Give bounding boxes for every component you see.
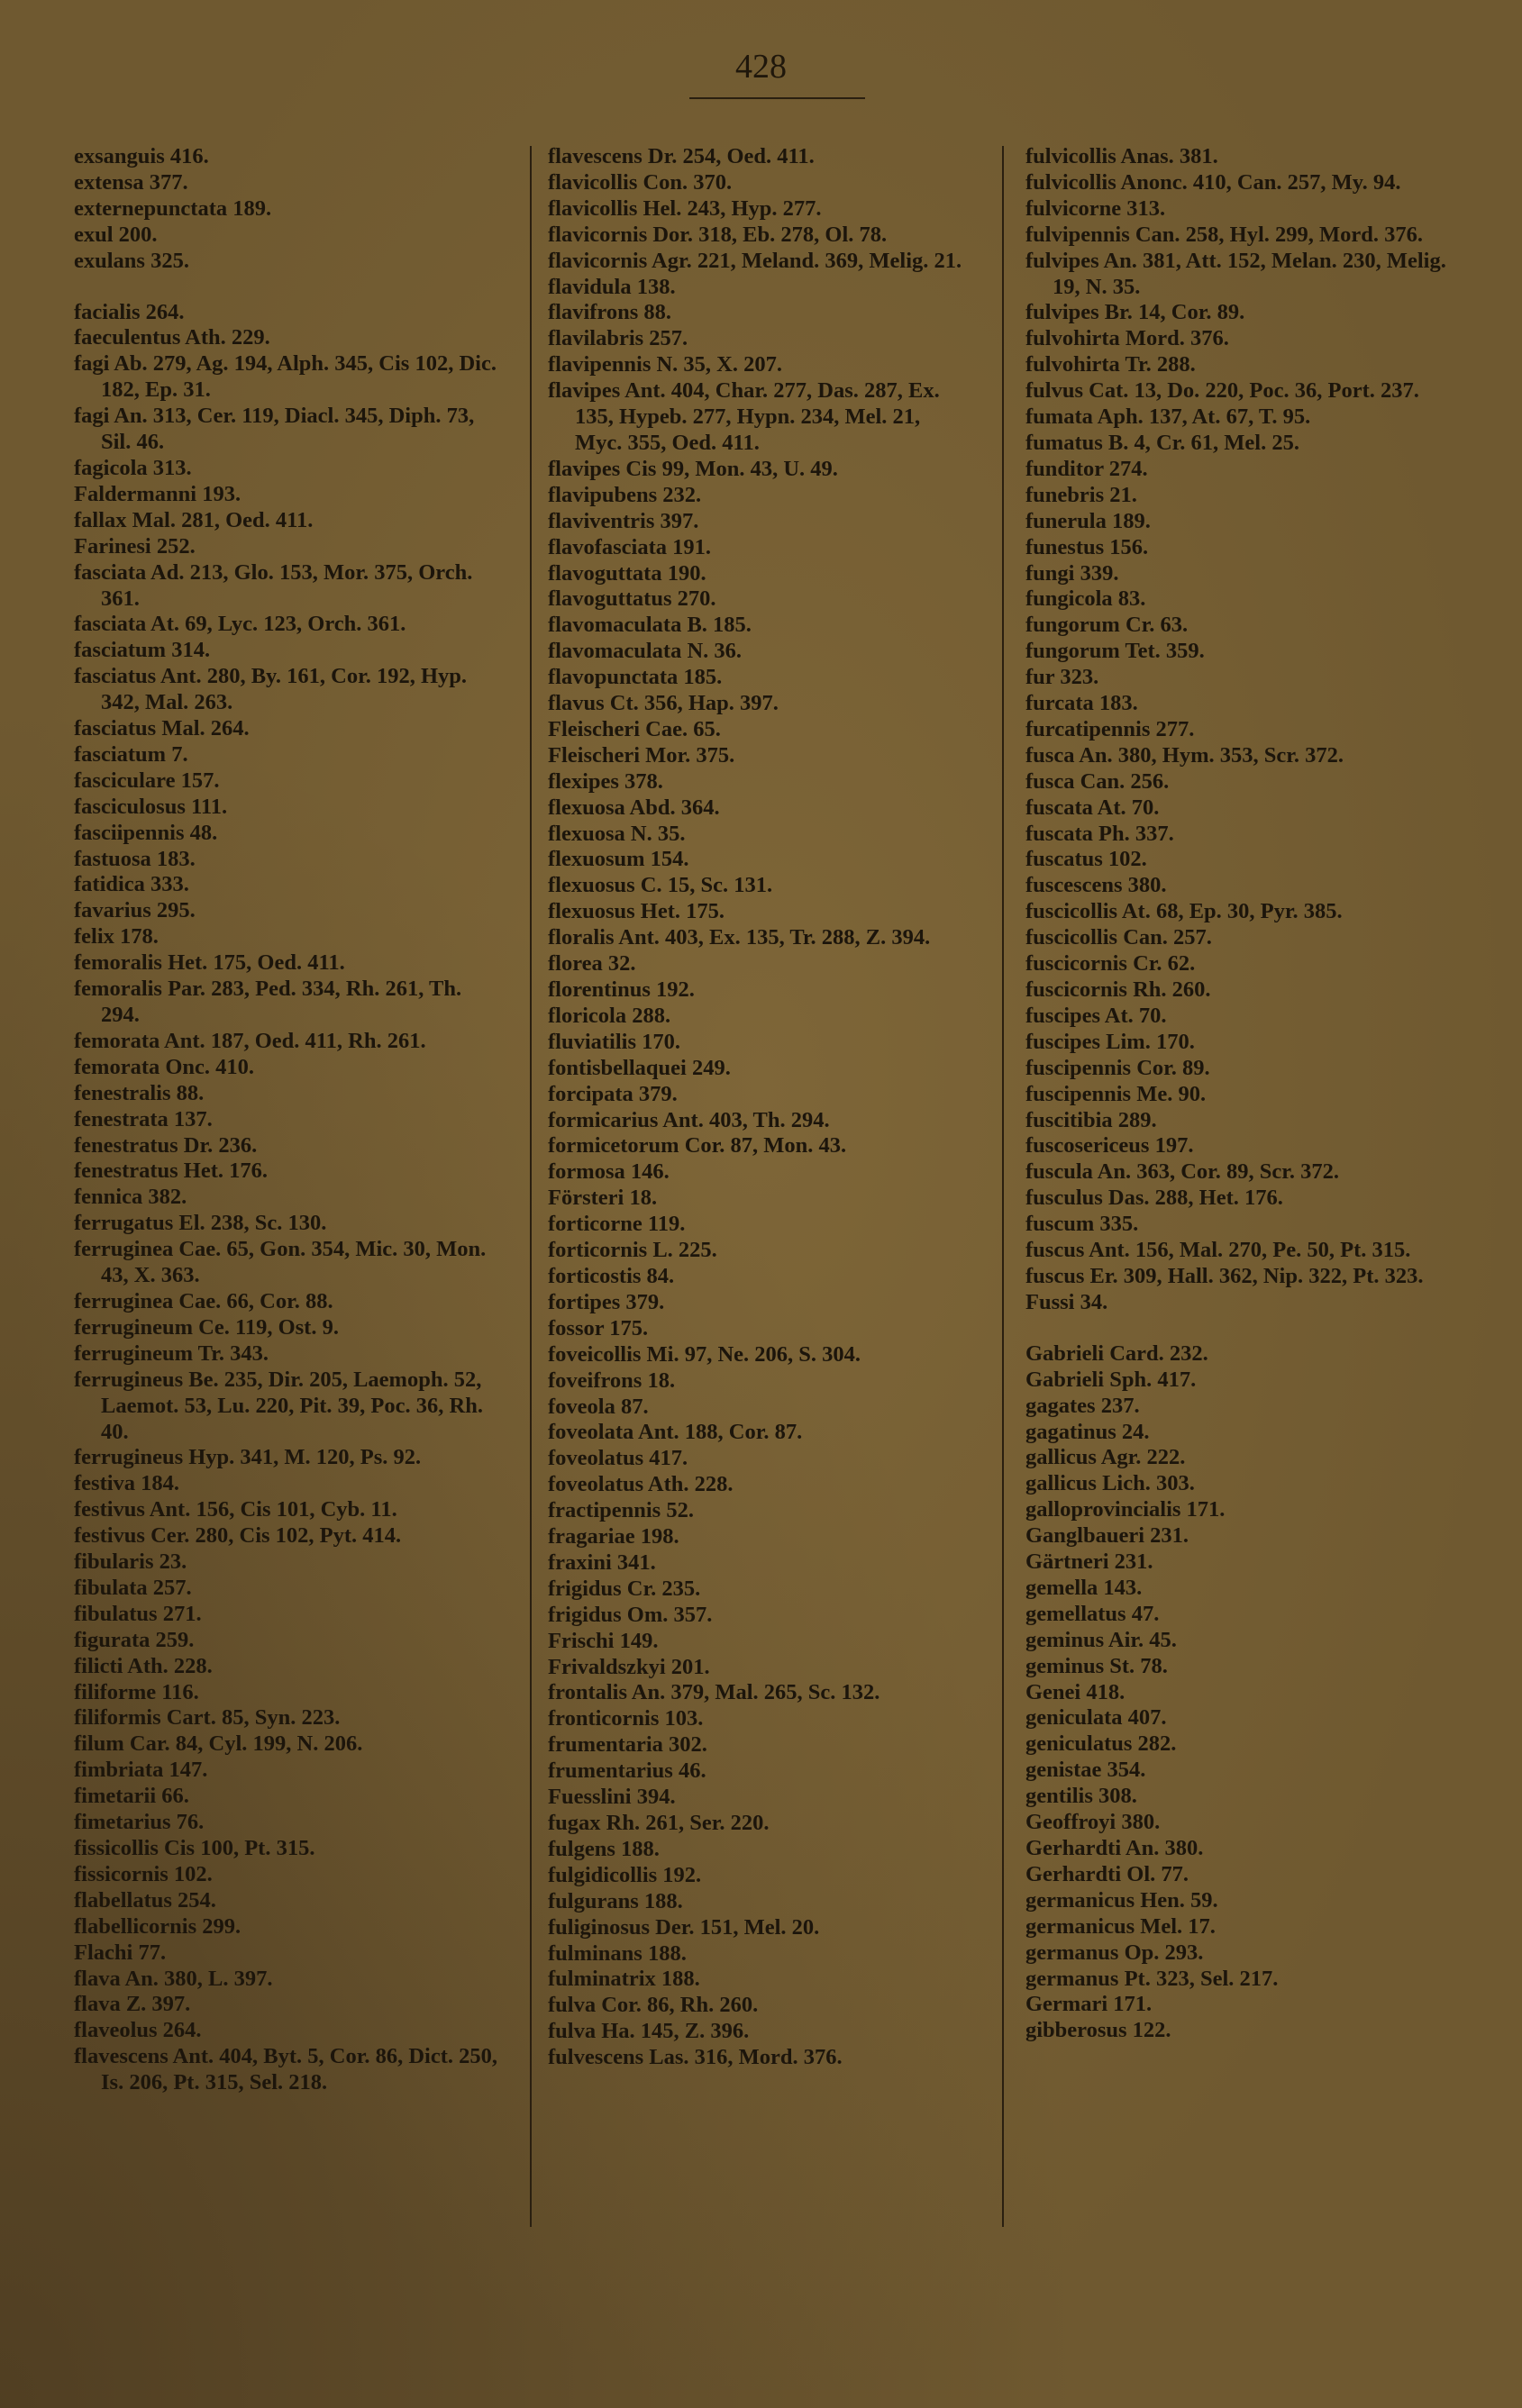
index-entry: flexuosum 154. <box>548 847 689 872</box>
index-entry: forticornis L. 225. <box>548 1238 717 1263</box>
index-entry: florea 32. <box>548 951 636 977</box>
index-entry: filiforme 116. <box>74 1679 199 1704</box>
index-entry: flavipes Ant. 404, Char. 277, Das. 287, Ex. 135, Hypeb. 277, Hypn. 234, Mel. 21, Myc. 355, Oed. 411. <box>548 378 940 455</box>
index-entry: fuscatus 102. <box>1025 847 1147 872</box>
index-entry: geminus Air. 45. <box>1025 1627 1177 1652</box>
index-entry: fugax Rh. 261, Ser. 220. <box>548 1811 770 1835</box>
index-entry: fasciatus Ant. 280, By. 161, Cor. 192, Hyp. 342, Mal. 263. <box>74 664 468 715</box>
index-entry: furcata 183. <box>1025 691 1138 716</box>
index-entry: ferrugineum Tr. 343. <box>74 1340 269 1366</box>
index-entry: ferrugineum Ce. 119, Ost. 9. <box>74 1314 339 1340</box>
index-entry: foveolatus 417. <box>548 1446 688 1471</box>
index-entry: fontisbellaquei 249. <box>548 1055 731 1080</box>
index-entry: foveola 87. <box>548 1394 649 1419</box>
index-entry: flavoguttatus 270. <box>548 586 716 612</box>
index-entry: fulvicorne 313. <box>1025 195 1166 221</box>
index-entry: fulgidicollis 192. <box>548 1862 702 1887</box>
index-entry: fraxini 341. <box>548 1549 656 1575</box>
index-entry: frigidus Om. 357. <box>548 1602 713 1627</box>
index-entry: festiva 184. <box>74 1471 180 1496</box>
index-entry: Fleischeri Cae. 65. <box>548 716 721 741</box>
index-entry: fumata Aph. 137, At. 67, T. 95. <box>1025 404 1311 430</box>
index-entry: Farinesi 252. <box>74 533 196 559</box>
index-entry: fuscata At. 70. <box>1025 795 1160 820</box>
index-entry: fenestrata 137. <box>74 1106 213 1131</box>
index-entry: germanus Pt. 323, Sel. 217. <box>1025 1966 1279 1991</box>
index-entry: flaviventris 397. <box>548 508 699 533</box>
index-entry: fuscosericeus 197. <box>1025 1133 1194 1159</box>
index-entry: exulans 325. <box>74 248 189 273</box>
index-entry: flavopunctata 185. <box>548 665 723 690</box>
index-entry: fulvescens Las. 316, Mord. 376. <box>548 2045 843 2070</box>
index-entry: ferrugatus El. 238, Sc. 130. <box>74 1211 327 1236</box>
index-entry: fibularis 23. <box>74 1549 187 1575</box>
index-entry: fuscus Er. 309, Hall. 362, Nip. 322, Pt. 323. <box>1025 1263 1424 1288</box>
index-entry: Gärtneri 231. <box>1025 1549 1153 1575</box>
index-entry: gemella 143. <box>1025 1575 1143 1600</box>
index-entry: gibberosus 122. <box>1025 2018 1171 2043</box>
index-entry: fulvipes An. 381, Att. 152, Melan. 230, Melig. 19, N. 35. <box>1025 248 1446 299</box>
index-entry: flava An. 380, L. 397. <box>74 1966 273 1991</box>
index-entry: fulminatrix 188. <box>548 1967 700 1992</box>
index-entry: geminus St. 78. <box>1025 1653 1168 1678</box>
index-entry: fungicola 83. <box>1025 586 1146 612</box>
index-entry: Faldermanni 193. <box>74 481 242 506</box>
index-entry: filicti Ath. 228. <box>74 1653 213 1678</box>
index-entry: fagi An. 313, Cer. 119, Diacl. 345, Diph. 73, Sil. 46. <box>74 404 475 455</box>
index-entry: flavidula 138. <box>548 274 676 299</box>
index-entry: floricola 288. <box>548 1003 671 1028</box>
index-entry: flavescens Ant. 404, Byt. 5, Cor. 86, Dict. 250, Is. 206, Pt. 315, Sel. 218. <box>74 2044 498 2095</box>
index-entry: Frischi 149. <box>548 1628 659 1653</box>
index-entry: fimetarii 66. <box>74 1784 189 1809</box>
index-entry: fatidica 333. <box>74 872 189 897</box>
index-entry: foveolatus Ath. 228. <box>548 1472 734 1497</box>
index-entry: flavomaculata B. 185. <box>548 613 752 638</box>
index-entry: foveicollis Mi. 97, Ne. 206, S. 304. <box>548 1341 861 1367</box>
index-entry: fenestratus Dr. 236. <box>74 1132 258 1158</box>
index-entry: fulvohirta Mord. 376. <box>1025 326 1229 351</box>
index-entry: geniculatus 282. <box>1025 1731 1177 1757</box>
index-entry: Försteri 18. <box>548 1186 658 1211</box>
index-entry: extensa 377. <box>74 169 188 195</box>
index-entry: fimetarius 76. <box>74 1810 205 1835</box>
index-entry: flexuosus C. 15, Sc. 131. <box>548 873 773 898</box>
index-entry: fuscicollis Can. 257. <box>1025 925 1212 950</box>
index-entry: ferrugineus Hyp. 341, M. 120, Ps. 92. <box>74 1445 422 1470</box>
index-entry: fasciata Ad. 213, Glo. 153, Mor. 375, Orch. 361. <box>74 559 473 611</box>
index-entry: fuscipes Lim. 170. <box>1025 1029 1195 1054</box>
index-entry: fuscipennis Me. 90. <box>1025 1081 1207 1106</box>
index-entry: fuscescens 380. <box>1025 873 1167 898</box>
index-entry: fuliginosus Der. 151, Mel. 20. <box>548 1914 820 1940</box>
index-entry: fungorum Cr. 63. <box>1025 613 1189 638</box>
index-entry: gallicus Agr. 222. <box>1025 1445 1186 1470</box>
index-entry: gagates 237. <box>1025 1393 1140 1418</box>
index-entry: fuscicollis At. 68, Ep. 30, Pyr. 385. <box>1025 899 1343 924</box>
index-entry: fumatus B. 4, Cr. 61, Mel. 25. <box>1025 430 1299 455</box>
section-gap <box>74 275 497 300</box>
index-entry: germanus Op. 293. <box>1025 1940 1204 1965</box>
index-entry: flaveolus 264. <box>74 2018 202 2043</box>
index-entry: fragariae 198. <box>548 1524 679 1549</box>
index-entry: frontalis An. 379, Mal. 265, Sc. 132. <box>548 1680 880 1705</box>
index-entry: foveifrons 18. <box>548 1368 676 1393</box>
index-entry: frigidus Cr. 235. <box>548 1576 701 1601</box>
index-entry: genistae 354. <box>1025 1758 1146 1783</box>
index-entry: fenestratus Het. 176. <box>74 1159 269 1184</box>
index-entry: formosa 146. <box>548 1159 670 1185</box>
index-entry: fulminans 188. <box>548 1940 687 1966</box>
index-entry: fulvipennis Can. 258, Hyl. 299, Mord. 376. <box>1025 222 1424 247</box>
index-entry: exsanguis 416. <box>74 144 209 168</box>
index-entry: fractipennis 52. <box>548 1498 694 1523</box>
index-entry: filiformis Cart. 85, Syn. 223. <box>74 1705 341 1731</box>
index-entry: gallicus Lich. 303. <box>1025 1471 1195 1496</box>
index-entry: Fleischeri Mor. 375. <box>548 742 735 768</box>
index-entry: frumentaria 302. <box>548 1732 707 1758</box>
index-entry: gentilis 308. <box>1025 1784 1137 1809</box>
index-entry: fossor 175. <box>548 1315 649 1340</box>
index-column-2 <box>548 144 971 2071</box>
index-entry: flavicornis Agr. 221, Meland. 369, Melig. 21. <box>548 248 962 273</box>
index-entry: germanicus Mel. 17. <box>1025 1913 1216 1939</box>
index-column-1 <box>74 144 497 2096</box>
index-entry: femorata Onc. 410. <box>74 1054 255 1079</box>
index-entry: flexuosa Abd. 364. <box>548 795 720 820</box>
index-entry: fuscus Ant. 156, Mal. 270, Pe. 50, Pt. 315. <box>1025 1238 1411 1263</box>
index-entry: flavipennis N. 35, X. 207. <box>548 352 783 377</box>
index-entry: flavilabris 257. <box>548 326 688 351</box>
index-entry: femorata Ant. 187, Oed. 411, Rh. 261. <box>74 1028 426 1053</box>
index-entry: forticorne 119. <box>548 1212 686 1237</box>
column-divider-1 <box>530 146 532 2227</box>
index-entry: fasciculare 157. <box>74 768 220 793</box>
index-entry: Ganglbaueri 231. <box>1025 1523 1189 1549</box>
index-entry: foveolata Ant. 188, Cor. 87. <box>548 1420 803 1445</box>
index-entry: fusca An. 380, Hym. 353, Scr. 372. <box>1025 742 1344 768</box>
index-entry: facialis 264. <box>74 299 185 324</box>
index-entry: fuscicornis Rh. 260. <box>1025 977 1211 1002</box>
index-entry: flavus Ct. 356, Hap. 397. <box>548 691 779 716</box>
index-entry: Fussi 34. <box>1025 1289 1108 1314</box>
section-gap <box>1025 1316 1449 1341</box>
index-entry: flavomaculata N. 36. <box>548 639 743 664</box>
index-entry: Frivaldszkyi 201. <box>548 1654 710 1679</box>
index-entry: fulvicollis Anonc. 410, Can. 257, My. 94. <box>1025 169 1401 195</box>
index-entry: Gerhardti Ol. 77. <box>1025 1861 1189 1886</box>
index-entry: femoralis Par. 283, Ped. 334, Rh. 261, Th. 294. <box>74 977 462 1027</box>
index-entry: fasciculosus 111. <box>74 794 228 819</box>
index-entry: fuscum 335. <box>1025 1212 1139 1237</box>
index-entry: formicarius Ant. 403, Th. 294. <box>548 1107 830 1132</box>
index-entry: fastuosa 183. <box>74 846 196 871</box>
index-entry: fibulata 257. <box>74 1575 192 1600</box>
index-entry: festivus Ant. 156, Cis 101, Cyb. 11. <box>74 1497 397 1522</box>
index-entry: fusca Can. 256. <box>1025 768 1170 794</box>
index-entry: frumentarius 46. <box>548 1758 706 1784</box>
index-entry: fasciipennis 48. <box>74 820 218 845</box>
index-entry: fuscitibia 289. <box>1025 1107 1157 1132</box>
index-entry: fluviatilis 170. <box>548 1029 681 1054</box>
column-divider-2 <box>1002 146 1004 2227</box>
index-entry: fasciatum 314. <box>74 638 211 663</box>
index-entry: flexuosa N. 35. <box>548 821 686 846</box>
index-entry: fulgens 188. <box>548 1836 660 1861</box>
index-entry: fimbriata 147. <box>74 1758 208 1783</box>
index-entry: Flachi 77. <box>74 1940 167 1965</box>
index-entry: flavescens Dr. 254, Oed. 411. <box>548 144 815 168</box>
index-entry: gagatinus 24. <box>1025 1419 1150 1444</box>
index-entry: Germari 171. <box>1025 1992 1153 2017</box>
index-entry: flavifrons 88. <box>548 300 672 325</box>
index-entry: fasciatus Mal. 264. <box>74 716 250 741</box>
index-entry: flava Z. 397. <box>74 1992 191 2017</box>
index-entry: fagicola 313. <box>74 455 192 480</box>
index-entry: flavicornis Dor. 318, Eb. 278, Ol. 78. <box>548 222 888 247</box>
index-entry: ferruginea Cae. 66, Cor. 88. <box>74 1288 333 1313</box>
index-entry: flexuosus Het. 175. <box>548 899 725 924</box>
index-entry: fulvus Cat. 13, Do. 220, Poc. 36, Port. 237. <box>1025 378 1419 404</box>
index-entry: exul 200. <box>74 222 158 247</box>
index-entry: faeculentus Ath. 229. <box>74 325 270 350</box>
page-number: 428 <box>735 48 787 86</box>
index-entry: furcatipennis 277. <box>1025 716 1195 741</box>
index-entry: floralis Ant. 403, Ex. 135, Tr. 288, Z. 394. <box>548 925 931 950</box>
index-entry: Fuesslini 394. <box>548 1785 676 1810</box>
index-entry: felix 178. <box>74 924 159 950</box>
index-entry: flabellatus 254. <box>74 1887 216 1913</box>
index-entry: fasciata At. 69, Lyc. 123, Orch. 361. <box>74 612 406 637</box>
index-entry: flavicollis Hel. 243, Hyp. 277. <box>548 195 822 221</box>
index-entry: fasciatum 7. <box>74 741 188 767</box>
index-entry: fungorum Tet. 359. <box>1025 639 1205 664</box>
index-entry: Gabrieli Card. 232. <box>1025 1340 1208 1366</box>
index-entry: funerula 189. <box>1025 508 1151 533</box>
index-entry: fulvipes Br. 14, Cor. 89. <box>1025 300 1245 325</box>
index-entry: geniculata 407. <box>1025 1705 1167 1731</box>
index-entry: fulva Ha. 145, Z. 396. <box>548 2019 750 2044</box>
index-entry: flavoguttata 190. <box>548 560 706 586</box>
index-entry: femoralis Het. 175, Oed. 411. <box>74 950 345 976</box>
index-entry: fusculus Das. 288, Het. 176. <box>1025 1186 1283 1211</box>
index-entry: fissicollis Cis 100, Pt. 315. <box>74 1836 315 1860</box>
index-entry: favarius 295. <box>74 898 196 923</box>
index-entry: funestus 156. <box>1025 534 1149 559</box>
index-entry: gemellatus 47. <box>1025 1601 1160 1626</box>
index-entry: fulvicollis Anas. 381. <box>1025 144 1218 168</box>
index-entry: fronticornis 103. <box>548 1706 704 1731</box>
index-entry: fuscula An. 363, Cor. 89, Scr. 372. <box>1025 1159 1340 1185</box>
index-entry: flavipes Cis 99, Mon. 43, U. 49. <box>548 456 838 481</box>
index-entry: ferruginea Cae. 65, Gon. 354, Mic. 30, Mon. 43, X. 363. <box>74 1237 487 1288</box>
index-entry: externepunctata 189. <box>74 195 272 221</box>
index-entry: fenestralis 88. <box>74 1080 205 1105</box>
index-entry: fissicornis 102. <box>74 1861 213 1886</box>
index-entry: forcipata 379. <box>548 1081 678 1106</box>
index-entry: fagi Ab. 279, Ag. 194, Alph. 345, Cis 102, Dic. 182, Ep. 31. <box>74 351 497 403</box>
index-entry: fungi 339. <box>1025 560 1119 586</box>
index-entry: filum Car. 84, Cyl. 199, N. 206. <box>74 1731 363 1757</box>
index-entry: formicetorum Cor. 87, Mon. 43. <box>548 1133 847 1159</box>
index-entry: fortipes 379. <box>548 1289 665 1314</box>
index-entry: flexipes 378. <box>548 768 663 794</box>
index-entry: Gabrieli Sph. 417. <box>1025 1367 1197 1392</box>
index-entry: fennica 382. <box>74 1185 187 1210</box>
index-entry: flavicollis Con. 370. <box>548 169 733 195</box>
index-entry: fulva Cor. 86, Rh. 260. <box>548 1993 759 2018</box>
index-entry: flavofasciata 191. <box>548 534 711 559</box>
index-entry: Gerhardti An. 380. <box>1025 1836 1204 1860</box>
index-entry: fuscata Ph. 337. <box>1025 821 1174 846</box>
index-entry: flabellicornis 299. <box>74 1913 242 1939</box>
index-entry: ferrugineus Be. 235, Dir. 205, Laemoph. 52, Laemot. 53, Lu. 220, Pit. 39, Poc. 36, Rh. 40. <box>74 1367 483 1444</box>
index-entry: flavipubens 232. <box>548 482 702 507</box>
index-entry: figurata 259. <box>74 1627 195 1652</box>
index-column-3 <box>1025 144 1449 2044</box>
index-entry: fur 323. <box>1025 665 1099 690</box>
index-entry: fuscipes At. 70. <box>1025 1003 1167 1028</box>
index-entry: galloprovincialis 171. <box>1025 1497 1226 1522</box>
index-entry: fallax Mal. 281, Oed. 411. <box>74 507 314 532</box>
index-entry: fuscicornis Cr. 62. <box>1025 951 1196 977</box>
index-entry: forticostis 84. <box>548 1263 675 1288</box>
index-entry: florentinus 192. <box>548 977 695 1002</box>
index-entry: fuscipennis Cor. 89. <box>1025 1055 1210 1080</box>
index-entry: funebris 21. <box>1025 482 1137 507</box>
index-entry: funditor 274. <box>1025 456 1148 481</box>
index-entry: festivus Cer. 280, Cis 102, Pyt. 414. <box>74 1523 402 1549</box>
index-entry: Genei 418. <box>1025 1679 1126 1704</box>
index-entry: Geoffroyi 380. <box>1025 1810 1161 1835</box>
index-entry: fulvohirta Tr. 288. <box>1025 352 1196 377</box>
index-entry: fibulatus 271. <box>74 1601 202 1626</box>
index-entry: fulgurans 188. <box>548 1888 683 1913</box>
top-rule <box>689 97 865 99</box>
index-entry: germanicus Hen. 59. <box>1025 1887 1218 1913</box>
